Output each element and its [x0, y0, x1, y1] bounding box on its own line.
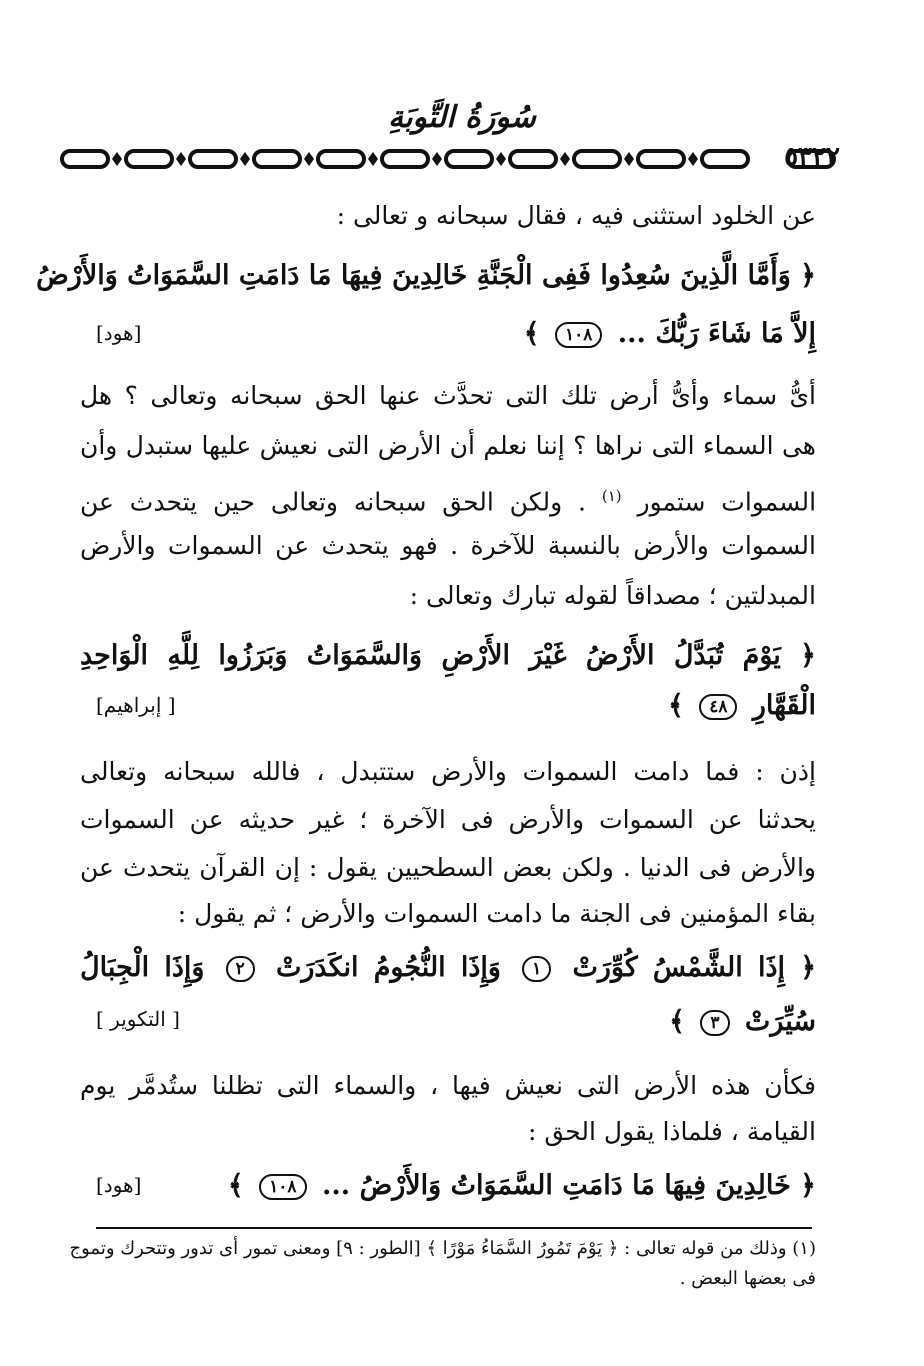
verse-text: ﴿ خَالِدِينَ فِيهَا مَا دَامَتِ السَّمَوَاتُ وَالأَرْضُ ...	[321, 1170, 816, 1201]
page-number: ٥٣٢٢	[784, 142, 840, 172]
verse-line	[80, 684, 816, 728]
verse-source: [ إبراهيم]	[96, 693, 176, 717]
ayah-number: ٣	[700, 1010, 729, 1036]
paragraph-line: أىُّ سماء وأىُّ أرض تلك التى تحدَّث عنها الحق سبحانه وتعالى ؟ هل	[80, 381, 816, 410]
verse-text: ﴿ إِذَا الشَّمْسُ كُوِّرَتْ	[572, 952, 817, 983]
paragraph-line: عن الخلود استثنى فيه ، فقال سبحانه و تعالى :	[336, 201, 816, 230]
verse-line	[80, 1164, 816, 1208]
paragraph-line: السموات والأرض بالنسبة للآخرة . فهو يتحدث عن السموات والأرض	[80, 531, 816, 560]
sura-title: سُورَةُ التَّوبَةِ	[388, 100, 536, 135]
verse-bracket: ﴾	[669, 1006, 685, 1037]
footnote-line: (١) وذلك من قوله تعالى : ﴿ يَوْمَ تَمُورُ السَّمَاءُ مَوْرًا ﴾ [الطور : ٩] ومعنى تمور أى تدور وتتحرك وتموج	[69, 1238, 816, 1259]
decorative-border	[60, 145, 840, 173]
ayah-number: ٢	[226, 956, 255, 982]
verse-line	[80, 1000, 816, 1044]
paragraph-line: يحدثنا عن السموات والأرض فى الآخرة ؛ غير حديثه عن السموات	[80, 805, 816, 834]
verse-bracket: ﴾	[667, 690, 684, 721]
footnote-line: فى بعضها البعض .	[679, 1268, 816, 1289]
verse-source: [هود]	[96, 1173, 142, 1197]
paragraph-line: والأرض فى الدنيا . ولكن بعض السطحيين يقول : إن القرآن يتحدث عن	[80, 853, 816, 882]
verse-source: [ التكوير ]	[96, 1007, 180, 1031]
verse-text: الْقَهَّارِ	[752, 690, 816, 721]
verse-line	[80, 312, 816, 356]
footnote-divider	[96, 1227, 812, 1229]
paragraph-line: فكأن هذه الأرض التى نعيش فيها ، والسماء التى تظلنا ستُدمَّر يوم	[80, 1071, 816, 1100]
verse-text: سُيِّرَتْ	[744, 1006, 816, 1037]
ayah-number: ١٠٨	[555, 322, 602, 348]
paragraph-text: . ولكن الحق سبحانه وتعالى حين يتحدث عن	[80, 487, 587, 517]
verse-line	[80, 946, 816, 990]
verse-bracket: ﴾	[227, 1170, 244, 1201]
verse-line: ﴿ يَوْمَ تُبَدَّلُ الأَرْضُ غَيْرَ الأَرْضِ وَالسَّمَوَاتُ وَبَرَزُوا لِلَّهِ الْوَاحِدِ	[80, 640, 816, 671]
paragraph-line: هى السماء التى نراها ؟ إننا نعلم أن الأرض التى نعيش عليها ستبدل وأن	[80, 431, 816, 460]
verse-text: إِلاَّ مَا شَاءَ رَبُّكَ ...	[617, 318, 816, 349]
paragraph-text: السموات ستمور	[637, 487, 817, 517]
verse-source: [هود]	[96, 321, 142, 345]
ayah-number: ١	[522, 956, 551, 982]
verse-line: ﴿ وَأَمَّا الَّذِينَ سُعِدُوا فَفِى الْجَنَّةِ خَالِدِينَ فِيهَا مَا دَامَتِ السَّمَوَاتُ وَالأَرْضُ	[36, 260, 816, 291]
paragraph-line: بقاء المؤمنين فى الجنة ما دامت السموات والأرض ؛ ثم يقول :	[177, 899, 816, 928]
verse-text: وَإِذَا النُّجُومُ انكَدَرَتْ	[275, 952, 501, 983]
ayah-number: ٤٨	[699, 694, 737, 720]
paragraph-line: المبدلتين ؛ مصداقاً لقوله تبارك وتعالى :	[409, 581, 816, 610]
paragraph-line: القيامة ، فلماذا يقول الحق :	[527, 1117, 816, 1146]
verse-bracket: ﴾	[523, 318, 540, 349]
verse-text: وَإِذَا الْجِبَالُ	[80, 952, 205, 983]
footnote-ref: (١)	[601, 487, 622, 505]
paragraph-line	[80, 476, 816, 522]
paragraph-line: إذن : فما دامت السموات والأرض ستتبدل ، فالله سبحانه وتعالى	[80, 757, 816, 786]
ayah-number: ١٠٨	[259, 1174, 306, 1200]
